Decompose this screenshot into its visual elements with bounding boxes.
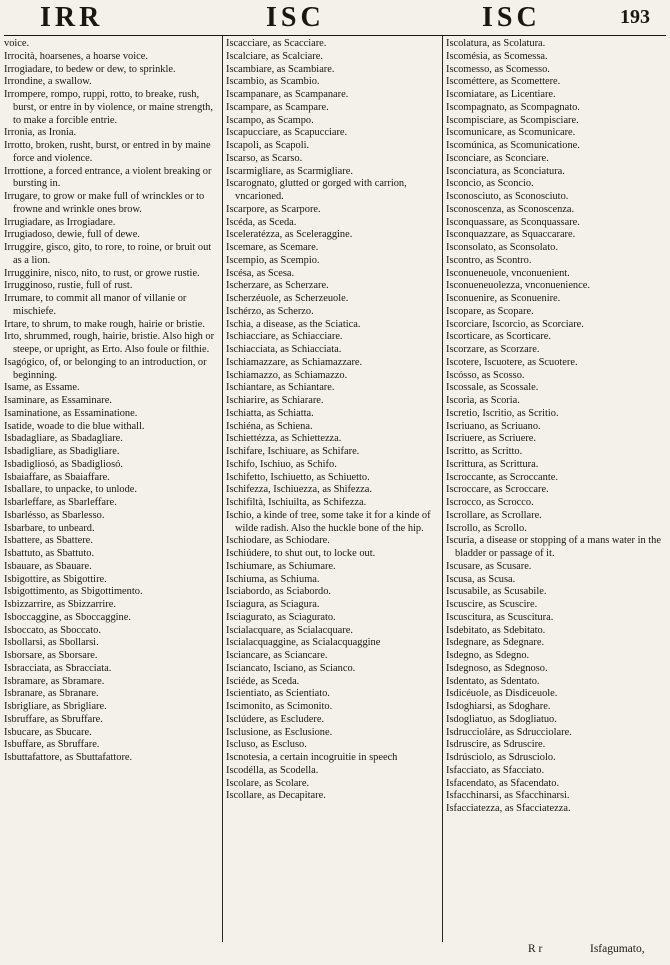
dictionary-entry: Isbuttafattore, as Sbuttafattore. bbox=[4, 752, 133, 763]
signature-mark: R r bbox=[528, 943, 543, 955]
dictionary-entry: Isbaiaffare, as Sbaiaffare. bbox=[4, 471, 110, 483]
dictionary-entry: Isboccaggine, as Sboccaggine. bbox=[4, 611, 131, 623]
dictionary-entry: Ischerzare, as Scherzare. bbox=[226, 280, 329, 292]
dictionary-entry: Iscompagnato, as Scompagnato. bbox=[446, 101, 580, 113]
dictionary-entry: Iscollare, as Decapitare. bbox=[226, 790, 326, 802]
dictionary-entry: Iscialacquaggine, as Scialacquaggine bbox=[226, 637, 381, 649]
dictionary-entry: Isagógico, of, or belonging to an introduction, or beginning. bbox=[4, 356, 207, 381]
dictionary-entry: Irrompere, rompo, ruppi, rotto, to breake, rush, burst, or entre in by violence, or maine strength, to make a forcible entrie. bbox=[4, 89, 213, 126]
dictionary-entry: Ischiumare, as Schiumare. bbox=[226, 560, 336, 572]
dictionary-entry: Isbigottire, as Sbigottire. bbox=[4, 573, 107, 585]
dictionary-entry: Isfacciatezza, as Sfacciatezza. bbox=[446, 803, 571, 814]
dictionary-entry: Isconciare, as Sconciare. bbox=[446, 152, 549, 164]
dictionary-entry: Isdegno, as Sdegno. bbox=[446, 650, 530, 661]
dictionary-entry: Iscroccante, as Scroccante. bbox=[446, 471, 558, 483]
dictionary-entry: Isboccato, as Sboccato. bbox=[4, 624, 101, 636]
dictionary-entry: Isclusione, as Esclusione. bbox=[226, 726, 333, 738]
dictionary-entry: Isdoghiarsi, as Sdoghare. bbox=[446, 701, 551, 712]
dictionary-entry: Iscésa, as Scesa. bbox=[226, 267, 295, 279]
dictionary-entry: Isbuffare, as Sbruffare. bbox=[4, 739, 100, 751]
dictionary-entry: Isconosciuto, as Sconosciuto. bbox=[446, 191, 569, 202]
dictionary-entry: Isdruccioláre, as Sdrucciolare. bbox=[446, 726, 572, 738]
dictionary-entry: Isbruffare, as Sbruffare. bbox=[4, 713, 103, 725]
dictionary-entry: Isdentato, as Sdentato. bbox=[446, 675, 540, 687]
dictionary-entry: Ischifiltà, Ischiuilta, as Schifezza. bbox=[226, 497, 367, 508]
dictionary-entry: Irtare, to shrum, to make rough, hairie or bristie. bbox=[4, 318, 205, 330]
column-right bbox=[446, 38, 666, 816]
dictionary-entry: Isborsare, as Sborsare. bbox=[4, 650, 98, 661]
dictionary-entry: Ischiettézza, as Schiettezza. bbox=[226, 433, 342, 445]
dictionary-entry: Isdicéuole, as Disdiceuole. bbox=[446, 688, 558, 700]
header-center: ISC bbox=[266, 2, 325, 33]
dictionary-entry: Irrotto, broken, rusht, burst, or entred in by maine force and violence. bbox=[4, 140, 211, 164]
dictionary-entry: Iscrittura, as Scrittura. bbox=[446, 458, 539, 470]
dictionary-entry: Isconoscenza, as Sconoscenza. bbox=[446, 203, 575, 215]
header-left: IRR bbox=[40, 2, 104, 33]
dictionary-entry: Irruggire, gisco, gito, to rore, to roine, or bruit out as a lion. bbox=[4, 242, 212, 266]
dictionary-entry: Irrugiadare, as Irrogiadare. bbox=[4, 216, 116, 228]
dictionary-entry: Isciancato, Isciano, as Scianco. bbox=[226, 662, 356, 674]
dictionary-entry: Iscretio, Iscritio, as Scritio. bbox=[446, 407, 559, 419]
dictionary-entry: Iscodélla, as Scodella. bbox=[226, 764, 319, 776]
page-footer bbox=[0, 942, 670, 962]
dictionary-entry: Ischifezza, Ischiuezza, as Shifezza. bbox=[226, 484, 372, 496]
dictionary-entry: Iscomunicare, as Scomunicare. bbox=[446, 127, 576, 139]
dictionary-entry: Iscrocco, as Scrocco. bbox=[446, 497, 534, 508]
dictionary-entry: Isfacciato, as Sfacciato. bbox=[446, 764, 545, 776]
dictionary-entry: Irrondine, a swallow. bbox=[4, 76, 92, 88]
dictionary-entry: Iscluso, as Escluso. bbox=[226, 739, 307, 751]
dictionary-entry: Iscolare, as Scolare. bbox=[226, 777, 310, 789]
dictionary-entry: Isdebitato, as Sdebitato. bbox=[446, 624, 546, 636]
dictionary-entry: Iscnotesia, a certain incogruitie in speech bbox=[226, 752, 398, 763]
dictionary-entry: Iscolatura, as Scolatura. bbox=[446, 38, 546, 49]
dictionary-entry: Iscimonito, as Scimonito. bbox=[226, 701, 333, 712]
dictionary-entry: Isame, as Essame. bbox=[4, 382, 80, 394]
dictionary-entry: Isaminare, as Essaminare. bbox=[4, 395, 112, 406]
dictionary-entry: Isdruscire, as Sdruscire. bbox=[446, 739, 546, 751]
dictionary-entry: Iscroccare, as Scroccare. bbox=[446, 484, 549, 496]
dictionary-entry: Ischifare, Ischiuare, as Schifare. bbox=[226, 446, 360, 457]
dictionary-entry: Iscapucciare, as Scapucciare. bbox=[226, 127, 348, 139]
dictionary-entry: Iscomúnica, as Scomunicatione. bbox=[446, 140, 580, 151]
dictionary-entry: Iscuscire, as Scuscire. bbox=[446, 599, 538, 610]
dictionary-entry: Ischia, a disease, as the Sciatica. bbox=[226, 318, 361, 330]
dictionary-entry: Iscuria, a disease or stopping of a mans water in the bladder or passage of it. bbox=[446, 535, 661, 559]
dictionary-entry: Ischio, a kinde of tree, some take it for a kinde of wilde radish. Also the huckle bone of the hip. bbox=[226, 509, 431, 534]
dictionary-entry: Isdogliatuo, as Sdogliatuo. bbox=[446, 713, 557, 725]
dictionary-entry: Iscriuano, as Scriuano. bbox=[446, 420, 541, 432]
dictionary-entry: Iscacciare, as Scacciare. bbox=[226, 38, 327, 49]
dictionary-entry: Isconquassare, as Sconquassare. bbox=[446, 216, 580, 228]
dictionary-entry: Isconuenire, as Sconuenire. bbox=[446, 293, 561, 304]
dictionary-entry: Iscriuere, as Scriuere. bbox=[446, 433, 537, 445]
dictionary-entry: Isbarbare, to unbeard. bbox=[4, 522, 95, 534]
dictionary-entry: Iscarpore, as Scarpore. bbox=[226, 203, 321, 215]
dictionary-entry: Ischifetto, Ischiuetto, as Schiuetto. bbox=[226, 471, 370, 483]
dictionary-entry: Isconciatura, as Sconciatura. bbox=[446, 165, 565, 177]
dictionary-entry: Ischiacciata, as Schiacciata. bbox=[226, 344, 342, 355]
dictionary-entry: Isconsolato, as Sconsolato. bbox=[446, 242, 558, 253]
column-left bbox=[4, 38, 220, 765]
dictionary-entry: Iscusare, as Scusare. bbox=[446, 560, 532, 572]
dictionary-entry: Iscontro, as Scontro. bbox=[446, 254, 532, 266]
dictionary-entry: Isbadigliare, as Sbadigliare. bbox=[4, 446, 120, 457]
dictionary-entry: Ischiúdere, to shut out, to locke out. bbox=[226, 548, 376, 559]
dictionary-entry: Ischiantare, as Schiantare. bbox=[226, 382, 335, 394]
dictionary-entry: Irrogiadare, to bedew or dew, to sprinkle. bbox=[4, 63, 176, 75]
dictionary-entry: Iscomésia, as Scomessa. bbox=[446, 50, 548, 62]
dictionary-entry: Iscritto, as Scritto. bbox=[446, 446, 523, 457]
dictionary-entry: Isciagurato, as Sciagurato. bbox=[226, 611, 336, 623]
dictionary-entry: Irronia, as Ironia. bbox=[4, 127, 77, 139]
dictionary-entry: Iscalciare, as Scalciare. bbox=[226, 50, 323, 62]
dictionary-entry: Iscientiato, as Scientiato. bbox=[226, 688, 330, 700]
dictionary-entry: Isballare, to unpacke, to unlode. bbox=[4, 484, 138, 496]
dictionary-entry: Ischérzo, as Scherzo. bbox=[226, 305, 314, 317]
dictionary-entry: Ischifo, Ischiuo, as Schifo. bbox=[226, 458, 337, 470]
column-middle bbox=[226, 38, 440, 803]
dictionary-entry: Isciéde, as Sceda. bbox=[226, 675, 300, 687]
dictionary-entry: Isciagura, as Sciagura. bbox=[226, 599, 320, 610]
running-header bbox=[0, 0, 670, 36]
dictionary-entry: Iscempio, as Scempio. bbox=[226, 254, 320, 266]
dictionary-entry: Ischiéna, as Schiena. bbox=[226, 420, 313, 432]
dictionary-entry: Iscampo, as Scampo. bbox=[226, 114, 314, 126]
dictionary-entry: Ischiamazzo, as Schiamazzo. bbox=[226, 369, 348, 381]
header-rule bbox=[4, 35, 666, 36]
dictionary-entry: Isbramare, as Sbramare. bbox=[4, 675, 105, 687]
column-divider bbox=[442, 36, 443, 942]
dictionary-entry: Isconcio, as Sconcio. bbox=[446, 178, 534, 190]
dictionary-entry: Iscambiare, as Scambiare. bbox=[226, 63, 335, 75]
dictionary-entry: Isdegnoso, as Sdegnoso. bbox=[446, 662, 548, 674]
dictionary-entry: Irrugginire, nisco, nito, to rust, or growe rustie. bbox=[4, 267, 200, 279]
dictionary-entry: Irrumare, to commit all manor of villanie or mischiefe. bbox=[4, 293, 187, 317]
dictionary-entry: Isfacendato, as Sfacendato. bbox=[446, 777, 560, 789]
dictionary-entry: Iscoria, as Scoria. bbox=[446, 395, 520, 406]
dictionary-entry: Isbizzarrire, as Sbizzarrire. bbox=[4, 599, 116, 610]
dictionary-entry: Isbauare, as Sbauare. bbox=[4, 560, 92, 572]
column-divider bbox=[222, 36, 223, 942]
dictionary-entry: Iscialacquare, as Scialacquare. bbox=[226, 624, 353, 636]
dictionary-entry: Iscomesso, as Scomesso. bbox=[446, 63, 550, 75]
page-number: 193 bbox=[620, 6, 650, 28]
dictionary-entry: Iscrollo, as Scrollo. bbox=[446, 522, 527, 534]
dictionary-entry: Iscapoli, as Scapoli. bbox=[226, 140, 310, 151]
dictionary-entry: Ischiarire, as Schiarare. bbox=[226, 395, 324, 406]
dictionary-entry: Iscósso, as Scosso. bbox=[446, 369, 525, 381]
dictionary-entry: Isciabordo, as Sciabordo. bbox=[226, 586, 332, 598]
dictionary-entry: Iscrollare, as Scrollare. bbox=[446, 509, 542, 521]
dictionary-entry: Isbucare, as Sbucare. bbox=[4, 726, 92, 738]
dictionary-entry: Isbattuto, as Sbattuto. bbox=[4, 548, 95, 559]
dictionary-entry: Isbracciata, as Sbracciata. bbox=[4, 662, 112, 674]
dictionary-entry: Isatide, woade to die blue withall. bbox=[4, 420, 145, 432]
dictionary-entry: Iscopare, as Scopare. bbox=[446, 305, 534, 317]
dictionary-entry: Isbranare, as Sbranare. bbox=[4, 688, 99, 700]
dictionary-entry: Ischiacciare, as Schiacciare. bbox=[226, 331, 343, 343]
dictionary-entry: Iscarso, as Scarso. bbox=[226, 152, 303, 164]
dictionary-entry: Iscusabile, as Scusabile. bbox=[446, 586, 547, 598]
dictionary-entry: Ischiodare, as Schiodare. bbox=[226, 535, 330, 547]
dictionary-entry: Iscomiatare, as Licentiare. bbox=[446, 89, 556, 100]
dictionary-entry: voice. bbox=[4, 38, 30, 49]
dictionary-entry: Isbarlésso, as Sbarlesso. bbox=[4, 509, 105, 521]
dictionary-entry: Iscuscitura, as Scuscitura. bbox=[446, 611, 554, 623]
dictionary-entry: Isceleratézza, as Sceleraggine. bbox=[226, 229, 353, 241]
dictionary-entry: Iscorticare, as Scorticare. bbox=[446, 331, 552, 343]
dictionary-entry: Isfacchinarsi, as Sfacchinarsi. bbox=[446, 790, 570, 802]
dictionary-entry: Iscarognato, glutted or gorged with carrion, vncarioned. bbox=[226, 178, 407, 202]
dictionary-entry: Iscompisciare, as Scompisciare. bbox=[446, 114, 579, 126]
dictionary-entry: Irrocità, hoarsenes, a hoarse voice. bbox=[4, 50, 148, 62]
dictionary-entry: Isbarleffare, as Sbarleffare. bbox=[4, 497, 117, 508]
dictionary-entry: Iscarmigliare, as Scarmigliare. bbox=[226, 165, 353, 177]
catchword: Isfagumato, bbox=[590, 943, 645, 955]
dictionary-entry: Isbigottimento, as Sbigottimento. bbox=[4, 586, 143, 598]
dictionary-entry: Isaminatione, as Essaminatione. bbox=[4, 407, 138, 419]
dictionary-entry: Isciancare, as Sciancare. bbox=[226, 650, 328, 661]
dictionary-entry: Isconueneuole, vnconuenient. bbox=[446, 267, 570, 279]
dictionary-entry: Iscemare, as Scemare. bbox=[226, 242, 319, 253]
dictionary-entry: Irrugiadoso, dewie, full of dewe. bbox=[4, 229, 140, 241]
dictionary-entry: Isbollarsi, as Sbollarsi. bbox=[4, 637, 99, 649]
dictionary-entry: Ischiuma, as Schiuma. bbox=[226, 573, 320, 585]
dictionary-entry: Iscusa, as Scusa. bbox=[446, 573, 516, 585]
dictionary-entry: Isdrúsciolo, as Sdrusciolo. bbox=[446, 752, 556, 763]
dictionary-entry: Isclúdere, as Escludere. bbox=[226, 713, 325, 725]
dictionary-entry: Isbadigliosó, as Sbadigliosó. bbox=[4, 458, 123, 470]
dictionary-entry: Isconquazzare, as Squaccarare. bbox=[446, 229, 576, 241]
dictionary-entry: Isconueneuolezza, vnconuenience. bbox=[446, 280, 590, 292]
dictionary-entry: Isbattere, as Sbattere. bbox=[4, 535, 93, 547]
header-right: ISC bbox=[482, 2, 541, 33]
dictionary-entry: Iscampanare, as Scampanare. bbox=[226, 89, 349, 100]
dictionary-entry: Iscotere, Iscuotere, as Scuotere. bbox=[446, 356, 578, 368]
dictionary-entry: Irrugginoso, rustie, full of rust. bbox=[4, 280, 133, 292]
dictionary-entry: Irrugare, to grow or make full of wrinckles or to frowne and wrinkle ones brow. bbox=[4, 191, 205, 215]
dictionary-entry: Iscorciare, Iscorcio, as Scorciare. bbox=[446, 318, 584, 330]
dictionary-entry: Iscossale, as Scossale. bbox=[446, 382, 539, 394]
dictionary-entry: Iscampare, as Scampare. bbox=[226, 101, 329, 113]
dictionary-entry: Iscométtere, as Scomettere. bbox=[446, 76, 561, 88]
dictionary-entry: Ischiatta, as Schiatta. bbox=[226, 407, 314, 419]
dictionary-entry: Irto, shrummed, rough, hairie, bristie. Also high or steepe, or upright, as Erto. Also foule or filthie. bbox=[4, 331, 215, 355]
dictionary-entry: Isdegnare, as Sdegnare. bbox=[446, 637, 545, 649]
dictionary-entry: Iscéda, as Sceda. bbox=[226, 216, 297, 228]
dictionary-entry: Ischiamazzare, as Schiamazzare. bbox=[226, 356, 363, 368]
dictionary-entry: Irrottione, a forced entrance, a violent breaking or bursting in. bbox=[4, 165, 212, 190]
dictionary-entry: Isbadagliare, as Sbadagliare. bbox=[4, 433, 123, 445]
dictionary-entry: Iscambio, as Scambio. bbox=[226, 76, 320, 88]
dictionary-entry: Isbrigliare, as Sbrigliare. bbox=[4, 701, 107, 712]
dictionary-entry: Ischerzéuole, as Scherzeuole. bbox=[226, 293, 349, 304]
dictionary-entry: Iscorzare, as Scorzare. bbox=[446, 344, 540, 355]
